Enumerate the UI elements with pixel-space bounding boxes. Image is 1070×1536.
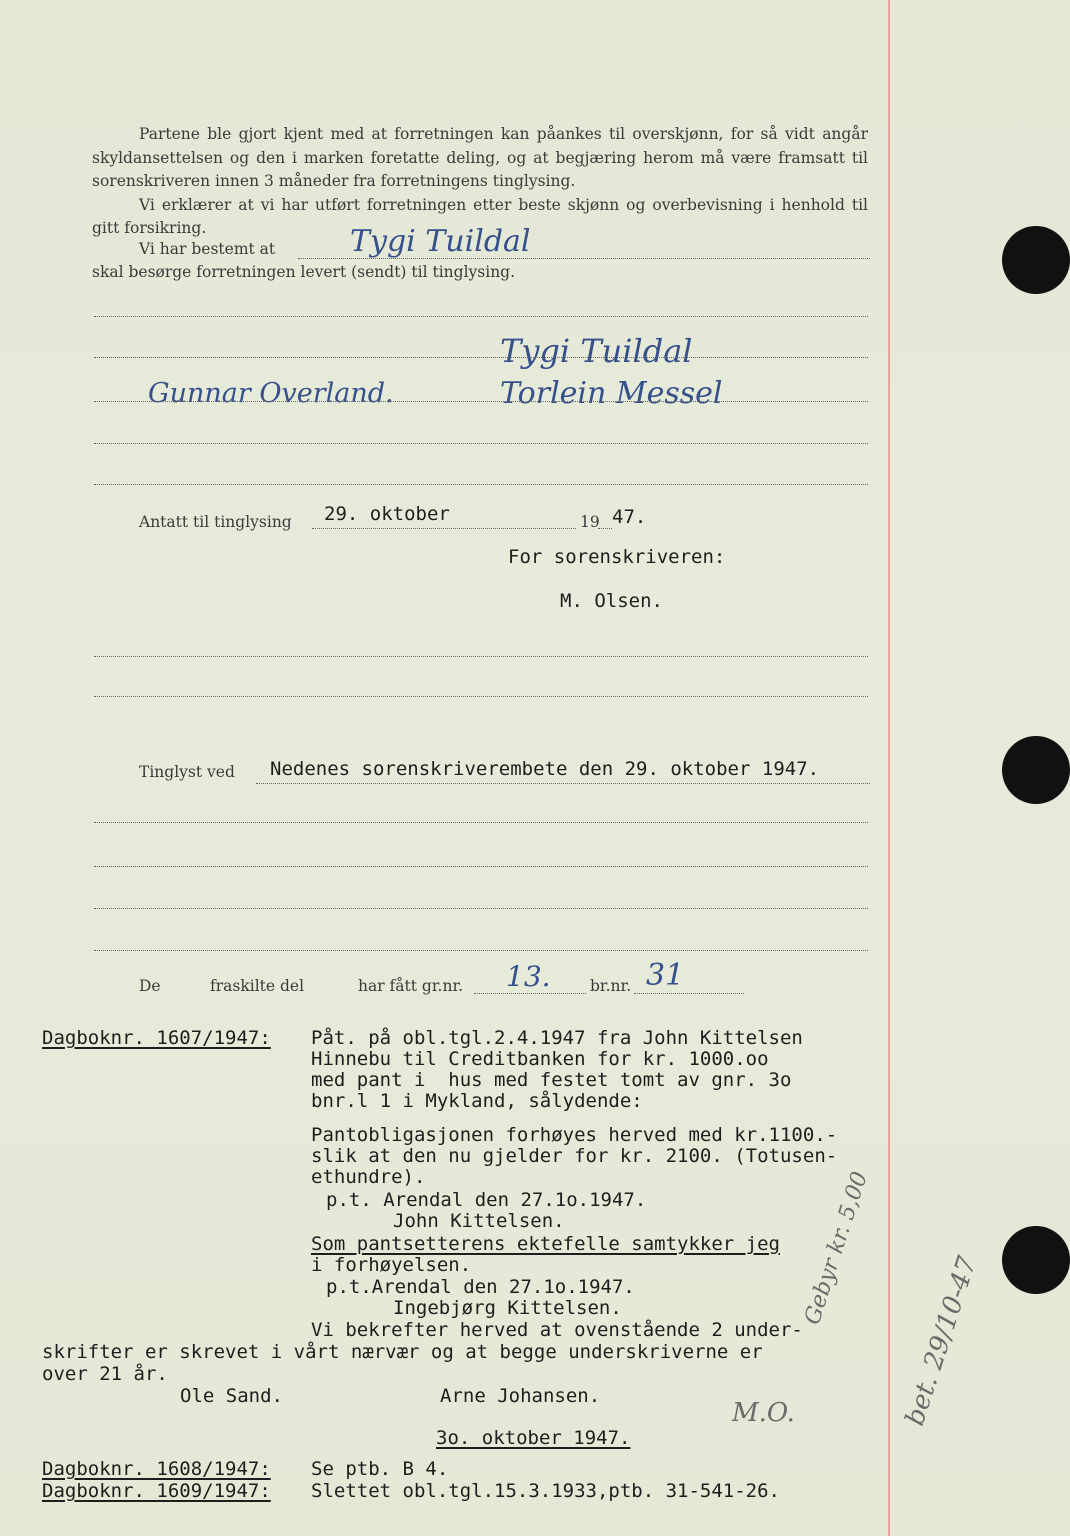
grnr-dotted-line (474, 993, 586, 994)
form-paragraph (92, 123, 868, 241)
witness-line-2: skrifter er skrevet i vårt nærvær og at begge underskriverne er (42, 1341, 763, 1363)
olsen: M. Olsen. (560, 590, 663, 612)
tinglyst-text: Nedenes sorenskriverembete den 29. oktober 1947. (270, 758, 820, 780)
entry-1607-line-2: Hinnebu til Creditbanken for kr. 1000.oo (311, 1048, 769, 1070)
bestemt-label: Vi har bestemt at (139, 240, 276, 258)
punch-hole-middle (1002, 736, 1070, 804)
consent-line-1: Som pantsetterens ektefelle samtykker jeg (311, 1233, 780, 1255)
signature-1: Tygi Tuildal (500, 332, 693, 370)
signer-1: John Kittelsen. (393, 1210, 565, 1232)
entry-1607-line-3: med pant i hus med festet tomt av gnr. 3o (311, 1069, 792, 1091)
antatt-label: Antatt til tinglysing (139, 513, 292, 531)
quote-line-3: ethundre). (311, 1166, 426, 1188)
quote-line-2: slik at den nu gjelder for kr. 2100. (Totusen- (311, 1145, 838, 1167)
fraskilte-grnr-label: har fått gr.nr. (358, 977, 464, 995)
witness-ole-sand: Ole Sand. (180, 1385, 283, 1407)
tinglyst-dotted-line (256, 783, 870, 784)
brnr-handwritten: 31 (646, 958, 685, 993)
signer-2: Ingebjørg Kittelsen. (393, 1297, 622, 1319)
pencil-paid-note: bet. 29/10-47 (900, 1252, 983, 1430)
punch-hole-top (1002, 226, 1070, 294)
entry-1607-line-1: Påt. på obl.tgl.2.4.1947 fra John Kittelsen (311, 1027, 803, 1049)
dotted-line (94, 908, 868, 909)
appeal-notice: Partene ble gjort kjent med at forretningen kan påankes til overskjønn, for så vidt angår skyldansettelsen og den i marken foretatte deling, og at begjæring herom må være framsatt til sorenskriveren innen 3 måneder fra forretningens tinglysing. (92, 125, 868, 190)
signature-2: Gunnar Overland. (148, 378, 394, 409)
dotted-line (94, 316, 868, 317)
place-date-1: p.t. Arendal den 27.1o.1947. (326, 1189, 647, 1211)
declaration: Vi erklærer at vi har utført forretningen etter beste skjønn og overbevisning i henhold til gitt forsikring. (92, 195, 868, 237)
fraskilte-brnr-label: br.nr. (590, 977, 632, 995)
besorge-text: skal besørge forretningen levert (sendt) til tinglysing. (92, 263, 516, 281)
entry-1607-label: Dagboknr. 1607/1947: (42, 1027, 271, 1049)
fraskilte-de: De (139, 977, 161, 995)
tinglyst-label: Tinglyst ved (139, 763, 235, 781)
antatt-year: 47. (612, 506, 647, 528)
quote-line-1: Pantobligasjonen forhøyes herved med kr.1100.- (311, 1124, 838, 1146)
witness-line-3: over 21 år. (42, 1363, 168, 1385)
consent-line-2: i forhøyelsen. (311, 1254, 472, 1276)
entry-date: 3o. oktober 1947. (436, 1427, 631, 1449)
brnr-dotted-line (634, 993, 744, 994)
dotted-line (94, 443, 868, 444)
dotted-line (94, 357, 868, 358)
punch-hole-bottom (1002, 1226, 1070, 1294)
antatt-date: 29. oktober (324, 503, 450, 525)
antatt-year-prefix: 19 (580, 513, 600, 531)
pencil-initials: M.O. (732, 1398, 795, 1428)
fraskilte-del: fraskilte del (210, 977, 305, 995)
witness-line-1: Vi bekrefter herved at ovenstående 2 under- (311, 1319, 803, 1341)
dotted-line (94, 484, 868, 485)
place-date-2: p.t.Arendal den 27.1o.1947. (326, 1276, 635, 1298)
dotted-line (94, 696, 868, 697)
witness-arne-johansen: Arne Johansen. (440, 1385, 601, 1407)
bestemt-handwritten-name: Tygi Tuildal (350, 224, 531, 259)
signature-3: Torlein Messel (500, 376, 723, 411)
dotted-line (94, 866, 868, 867)
for-sorenskriveren: For sorenskriveren: (508, 546, 726, 568)
dotted-line (94, 401, 868, 402)
entry-1609-text: Slettet obl.tgl.15.3.1933,ptb. 31-541-26. (311, 1480, 780, 1502)
entry-1608-text: Se ptb. B 4. (311, 1458, 449, 1480)
entry-1608-label: Dagboknr. 1608/1947: (42, 1458, 271, 1480)
dotted-line (94, 950, 868, 951)
grnr-handwritten: 13. (506, 960, 551, 993)
dotted-line (94, 656, 868, 657)
dotted-line (94, 822, 868, 823)
antatt-dotted-line (312, 528, 576, 529)
margin-rule (888, 0, 890, 1536)
pencil-fee-note: Gebyr kr. 5,00 (800, 1168, 873, 1328)
entry-1607-line-4: bnr.l 1 i Mykland, sålydende: (311, 1090, 643, 1112)
antatt-year-dotted-line (598, 528, 612, 529)
entry-1609-label: Dagboknr. 1609/1947: (42, 1480, 271, 1502)
